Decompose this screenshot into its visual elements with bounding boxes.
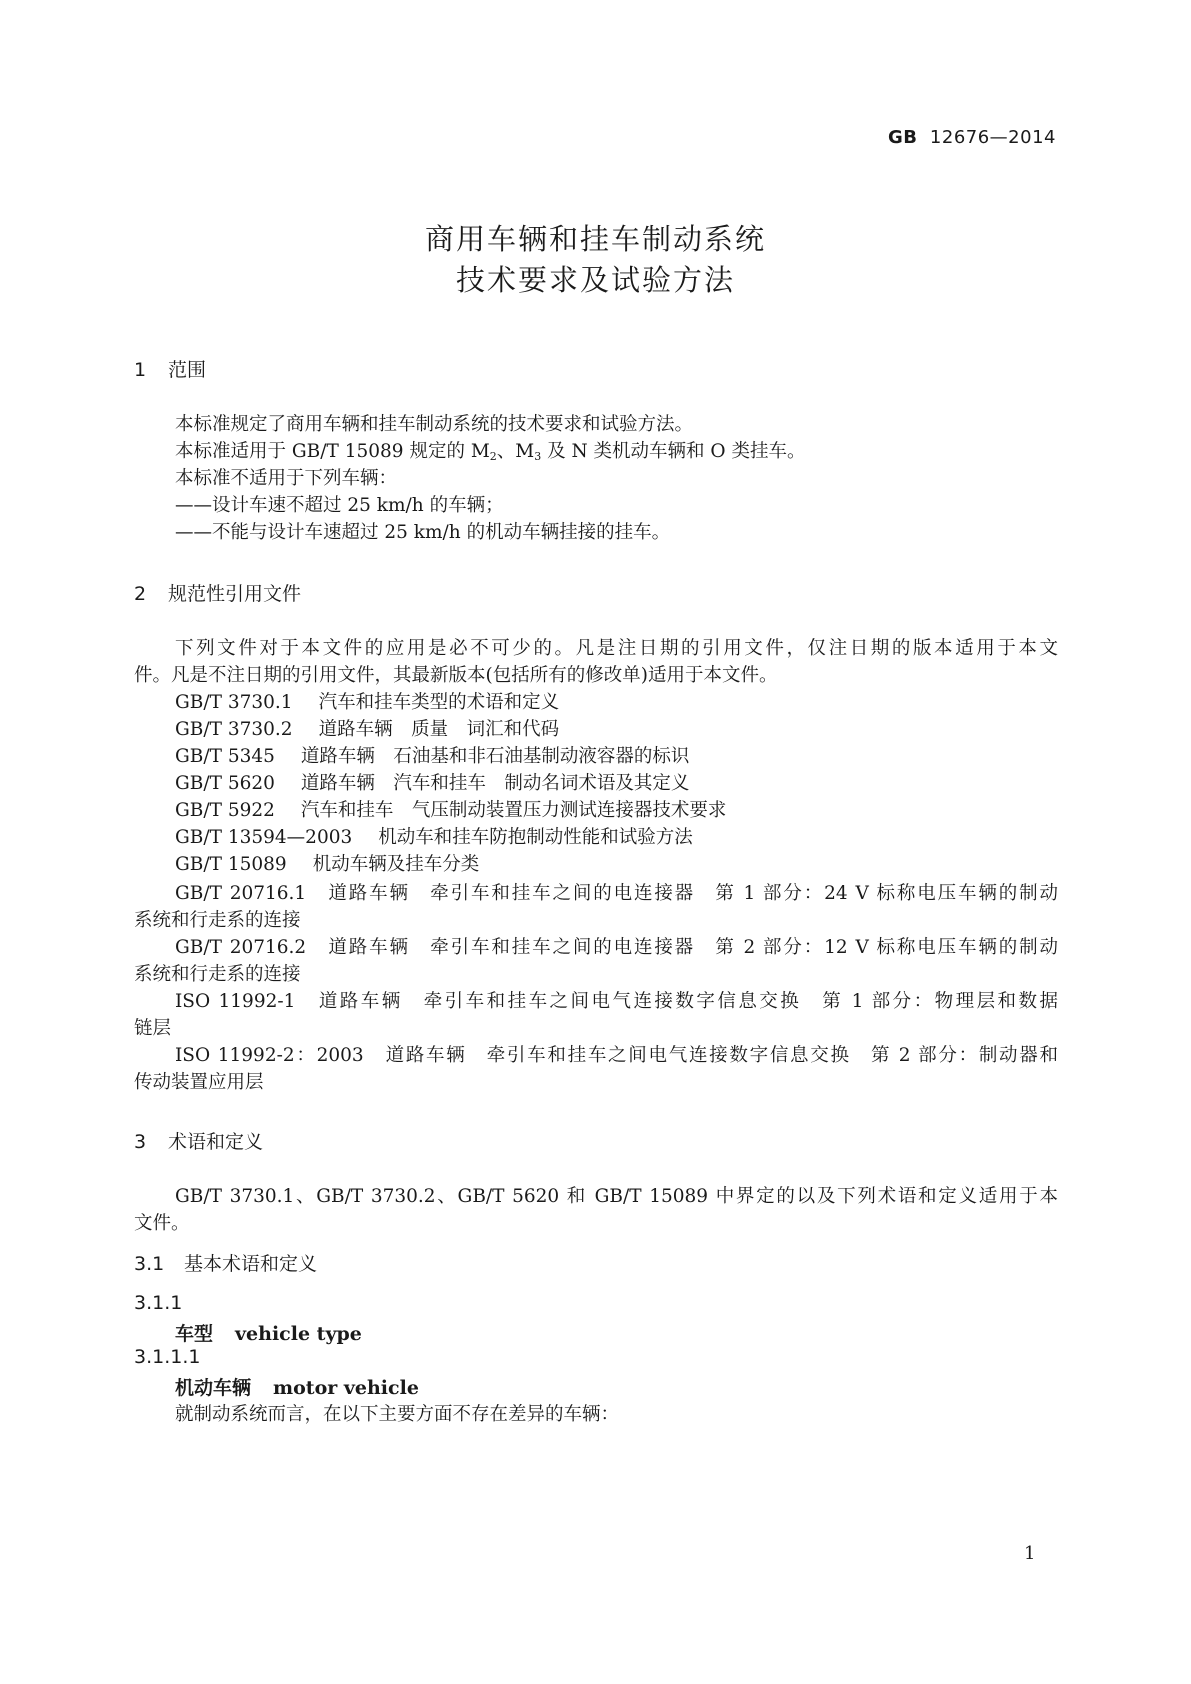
- ref-item-continued: 系统和行走系的连接: [134, 964, 301, 985]
- terms-intro-line-1: GB/T 3730.1、GB/T 3730.2、GB/T 5620 和 GB/T 15089 中界定的以及下列术语和定义适用于本: [175, 1186, 1058, 1207]
- ref-item: GB/T 5922 汽车和挂车 气压制动装置压力测试连接器技术要求: [175, 800, 727, 821]
- term-motor-vehicle: [175, 1373, 419, 1400]
- term-number: 3.1.1: [134, 1292, 183, 1314]
- title-line-2: 技术要求及试验方法: [455, 263, 735, 297]
- term-vehicle-type: [175, 1319, 362, 1346]
- ref-item: GB/T 20716.1 道路车辆 牵引车和挂车之间的电连接器 第 1 部分：24 V 标称电压车辆的制动: [175, 883, 1058, 904]
- ref-item: GB/T 3730.1 汽车和挂车类型的术语和定义: [175, 692, 560, 713]
- section-2-title: 规范性引用文件: [168, 583, 302, 605]
- term-cn: 车型: [175, 1323, 214, 1345]
- term-cn: 机动车辆: [175, 1377, 252, 1399]
- ref-item: GB/T 5620 道路车辆 汽车和挂车 制动名词术语及其定义: [175, 773, 690, 794]
- subsection-number: 3.1: [134, 1253, 165, 1275]
- standard-code: [888, 127, 1056, 148]
- ref-item-continued: 传动装置应用层: [134, 1072, 264, 1093]
- term-definition: 就制动系统而言，在以下主要方面不存在差异的车辆：: [175, 1404, 620, 1425]
- std-prefix: GB: [887, 127, 918, 148]
- scope-para-3: 本标准不适用于下列车辆：: [175, 468, 398, 489]
- section-3-number: 3: [134, 1131, 147, 1153]
- refs-intro-line-1: 下列文件对于本文件的应用是必不可少的。凡是注日期的引用文件，仅注日期的版本适用于本文: [175, 638, 1058, 659]
- scope-list-item: ——不能与设计车速超过 25 km/h 的机动车辆挂接的挂车。: [175, 522, 671, 543]
- scope-para-1: 本标准规定了商用车辆和挂车制动系统的技术要求和试验方法。: [175, 414, 694, 435]
- term-number: 3.1.1.1: [134, 1346, 201, 1368]
- ref-item-continued: 系统和行走系的连接: [134, 910, 301, 931]
- section-1-number: 1: [134, 359, 147, 381]
- term-en: motor vehicle: [273, 1377, 419, 1399]
- ref-item: GB/T 15089 机动车辆及挂车分类: [175, 854, 480, 875]
- ref-item-continued: 链层: [134, 1018, 172, 1039]
- terms-intro-line-2: 文件。: [134, 1213, 190, 1234]
- section-1-title: 范围: [168, 359, 207, 381]
- scope-list-item: ——设计车速不超过 25 km/h 的车辆；: [175, 495, 504, 516]
- title-line-1: 商用车辆和挂车制动系统: [424, 222, 766, 256]
- section-3-heading: [134, 1127, 263, 1154]
- section-1-heading: [134, 355, 206, 382]
- section-2-heading: [134, 579, 301, 606]
- section-2-number: 2: [134, 583, 147, 605]
- subsection-3-1-heading: [134, 1249, 317, 1276]
- term-en: vehicle type: [235, 1323, 362, 1345]
- ref-item: GB/T 3730.2 道路车辆 质量 词汇和代码: [175, 719, 560, 740]
- ref-item: GB/T 5345 道路车辆 石油基和非石油基制动液容器的标识: [175, 746, 690, 767]
- page-number: 1: [1024, 1543, 1036, 1564]
- std-number: 12676—2014: [929, 127, 1056, 148]
- ref-item: ISO 11992-2：2003 道路车辆 牵引车和挂车之间电气连接数字信息交换 第 2 部分：制动器和: [175, 1045, 1058, 1066]
- subsection-title: 基本术语和定义: [184, 1253, 318, 1275]
- scope-para-2: 本标准适用于 GB/T 15089 规定的 $M_2$、$M_3$ 及 N 类机动车辆和 O 类挂车。: [175, 441, 806, 463]
- refs-intro-line-2: 件。凡是不注日期的引用文件，其最新版本(包括所有的修改单)适用于本文件。: [134, 665, 778, 686]
- ref-item: ISO 11992-1 道路车辆 牵引车和挂车之间电气连接数字信息交换 第 1 部分：物理层和数据: [175, 991, 1058, 1012]
- ref-item: GB/T 20716.2 道路车辆 牵引车和挂车之间的电连接器 第 2 部分：12 V 标称电压车辆的制动: [175, 937, 1058, 958]
- ref-item: GB/T 13594—2003 机动车和挂车防抱制动性能和试验方法: [175, 827, 693, 848]
- section-3-title: 术语和定义: [168, 1131, 264, 1153]
